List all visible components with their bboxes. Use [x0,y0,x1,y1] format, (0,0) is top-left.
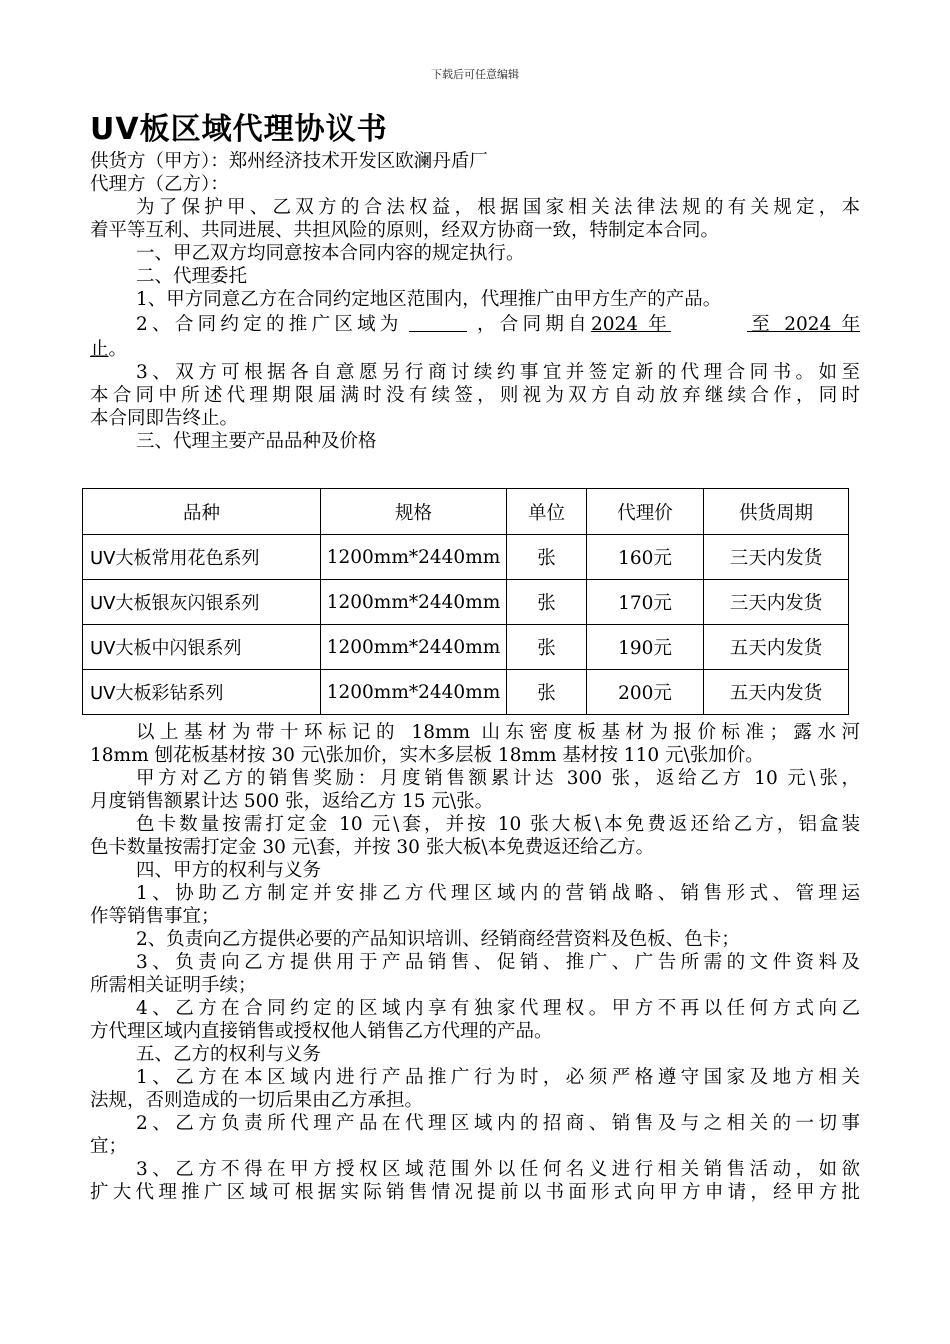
product-unit: 张 [507,580,587,625]
section4-item3-line2: 所需相关证明手续； [90,975,257,996]
table-row [83,580,849,625]
section4-item3-line1: 3、负责向乙方提供用于产品销售、促销、推广、广告所需的文件资料及 [136,952,860,973]
section4-item1-line2: 作等销售事宜； [90,906,220,927]
period-underline [591,314,860,335]
product-price-table [82,488,849,715]
product-name: UV大板中闪银系列 [83,625,321,670]
section1-text: 一、甲乙双方均同意按本合同内容的规定执行。 [136,243,525,264]
period-end-punct: 。 [108,339,128,360]
product-unit: 张 [507,670,587,715]
region-blank [409,313,467,332]
section4-item4-line1: 4、乙方在合同约定的区域内享有独家代理权。甲方不再以任何方式向乙 [136,998,860,1019]
note2-line2: 月度销售额累计达 500 张，返给乙方 15 元\张。 [90,791,494,812]
product-name: UV大板银灰闪银系列 [83,580,321,625]
section3-heading: 三、代理主要产品品种及价格 [136,431,377,452]
section2-item2-end [90,338,860,361]
product-name: UV大板常用花色系列 [83,535,321,580]
product-cycle: 三天内发货 [704,580,849,625]
section4-item2: 2、负责向乙方提供必要的产品知识培训、经销商经营资料及色板、色卡； [136,929,740,950]
product-cycle: 五天内发货 [704,670,849,715]
region-label: 2、合同约定的推广区域为 [136,314,403,335]
section2-item3-line1: 3、双方可根据各自意愿另行商讨续约事宜并签定新的代理合同书。如至 [136,362,860,383]
supplier-line: 供货方（甲方）：郑州经济技术开发区欧澜丹盾厂 [90,151,488,172]
note3-line1: 色卡数量按需打定金 10 元\套，并按 10 张大板\本免费返还给乙方，铝盒装 [136,814,860,835]
period-label: ，合同期自 [472,314,591,335]
column-header-price: 代理价 [587,489,704,535]
section5-item3-line1: 3、乙方不得在甲方授权区域范围外以任何名义进行相关销售活动，如欲 [136,1159,860,1180]
section4-item1-line1: 1、协助乙方制定并安排乙方代理区域内的营销战略、销售形式、管理运 [136,883,860,904]
note2-line1: 甲方对乙方的销售奖励：月度销售额累计达 300 张，返给乙方 10 元\张， [136,768,860,789]
product-price: 190元 [587,625,704,670]
section2-item2 [90,311,860,338]
table-row [83,625,849,670]
product-unit: 张 [507,535,587,580]
section5-item1-line2: 法规，否则造成的一切后果由乙方承担。 [90,1090,424,1111]
column-header-cycle: 供货周期 [704,489,849,535]
table-row [83,535,849,580]
section2-item3-line3: 本合同即告终止。 [90,408,239,429]
section4-item4-line2: 方代理区域内直接销售或授权他人销售乙方代理的产品。 [90,1021,553,1042]
product-name: UV大板彩钻系列 [83,670,321,715]
column-header-variety: 品种 [83,489,321,535]
column-header-unit: 单位 [507,489,587,535]
table-header-row [83,489,849,535]
agent-line: 代理方（乙方）： [90,174,229,195]
section5-item1-line1: 1、乙方在本区域内进行产品推广行为时，必须严格遵守国家及地方相关 [136,1067,860,1088]
product-unit: 张 [507,625,587,670]
product-spec: 1200mm*2440mm [321,625,507,670]
period-end-year: 至 2024 年 [747,314,860,335]
period-start-year: 2024 年 [590,314,671,335]
product-cycle: 五天内发货 [704,625,849,670]
product-spec: 1200mm*2440mm [321,535,507,580]
section5-item3-line2: 扩大代理推广区域可根据实际销售情况提前以书面形式向甲方申请，经甲方批 [90,1182,860,1203]
section5-item2-line1: 2、乙方负责所代理产品在代理区域内的招商、销售及与之相关的一切事 [136,1113,860,1134]
product-price: 160元 [587,535,704,580]
note1-line2: 18mm 刨花板基材按 30 元\张加价，实木多层板 18mm 基材按 110 元\张加价。 [90,745,764,766]
table-row [83,670,849,715]
section4-heading: 四、甲方的权利与义务 [136,860,322,881]
terms-block [90,721,860,1204]
product-spec: 1200mm*2440mm [321,670,507,715]
purpose-line-1: 为了保护甲、乙双方的合法权益，根据国家相关法律法规的有关规定，本 [136,197,860,218]
section5-item2-line2: 宜； [90,1136,128,1157]
note1-line1: 以上基材为带十环标记的 18mm 山东密度板基材为报价标准；露水河 [136,722,860,743]
intro-block [90,150,860,453]
page-header: 下载后可任意编辑 [431,68,519,81]
product-price: 170元 [587,580,704,625]
column-header-spec: 规格 [321,489,507,535]
product-cycle: 三天内发货 [704,535,849,580]
section2-item1: 1、甲方同意乙方在合同约定地区范围内，代理推广由甲方生产的产品。 [136,289,722,310]
period-end-word: 止 [90,339,109,360]
section2-item3-line2: 本合同中所述代理期限届满时没有续签，则视为双方自动放弃继续合作，同时 [90,385,860,406]
section2-heading: 二、代理委托 [136,266,248,287]
product-price: 200元 [587,670,704,715]
section5-heading: 五、乙方的权利与义务 [136,1044,322,1065]
purpose-line-2: 着平等互利、共同进展、共担风险的原则，经双方协商一致，特制定本合同。 [90,220,720,241]
note3-line2: 色卡数量按需打定金 30 元\套，并按 30 张大板\本免费返还给乙方。 [90,837,655,858]
product-spec: 1200mm*2440mm [321,580,507,625]
document-title: UV板区域代理协议书 [90,112,388,147]
